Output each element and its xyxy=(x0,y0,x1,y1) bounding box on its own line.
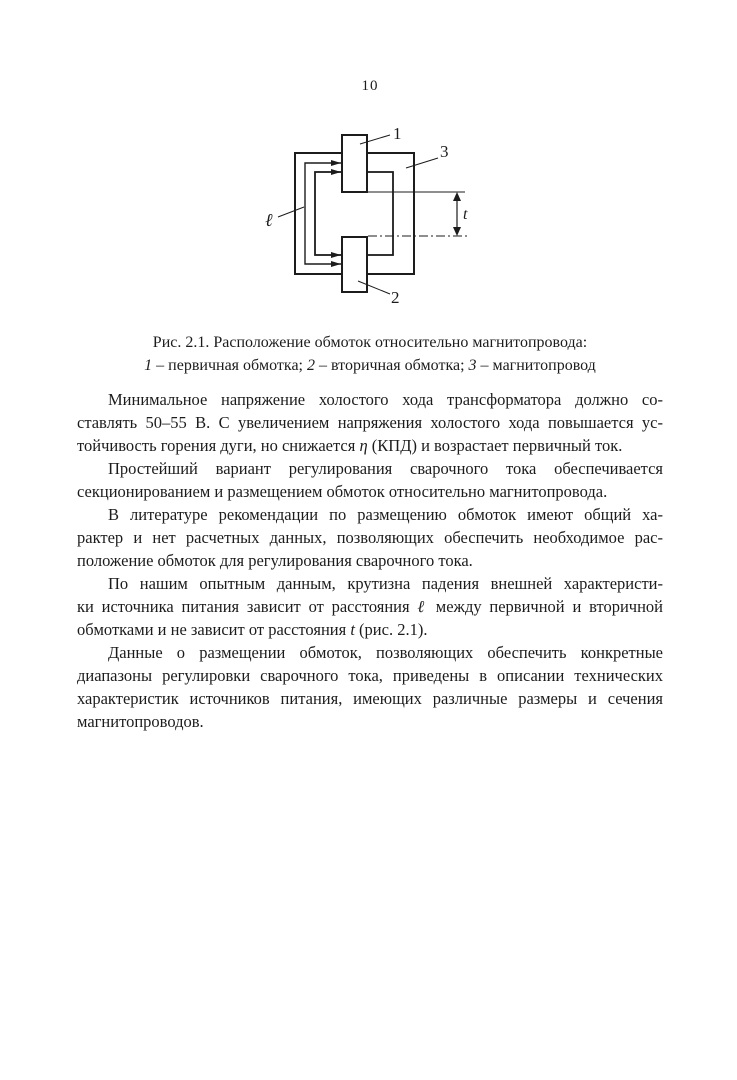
label-core: 3 xyxy=(440,142,449,161)
leader-line-ell xyxy=(278,207,304,217)
caption-line-2: 1 – первичная обмотка; 2 – вторичная обмотка; 3 – магнитопровод xyxy=(144,357,596,374)
winding-2-rect xyxy=(342,237,367,292)
paragraph xyxy=(77,572,663,641)
text-line: характеристик источников питания, имеющих различные размеры и сечения xyxy=(77,689,663,708)
body-text xyxy=(77,388,663,733)
text-line: магнитопроводов. xyxy=(77,712,204,731)
transformer-winding-diagram xyxy=(252,118,482,313)
text-line: диапазоны регулировки сварочного тока, приведены в описании технических xyxy=(77,666,663,685)
label-t: t xyxy=(463,206,468,223)
leader-line-3 xyxy=(406,158,438,168)
text-line: обмотками и не зависит от расстояния t (рис. 2.1). xyxy=(77,620,428,639)
flux-arrowhead-top-inner xyxy=(331,169,341,175)
text-line: тойчивость горения дуги, но снижается η (КПД) и возрастает первичный ток. xyxy=(77,436,623,455)
flux-path-line xyxy=(305,163,341,264)
text-line: Данные о размещении обмоток, позволяющих обеспечить конкретные xyxy=(108,643,663,662)
winding-1-rect xyxy=(342,135,367,192)
text-line: ки источника питания зависит от расстояния ℓ между первичной и вторичной xyxy=(77,597,663,616)
text-line: рактер и нет расчетных данных, позволяющих обеспечить необходимое рас- xyxy=(77,528,663,547)
page-number: 10 xyxy=(361,78,379,94)
t-arrowhead-up xyxy=(453,192,461,201)
label-winding2: 2 xyxy=(391,288,400,307)
paragraph xyxy=(77,388,663,457)
figure-caption xyxy=(77,331,663,377)
flux-arrowhead-bottom-inner xyxy=(331,252,341,258)
paragraph xyxy=(77,503,663,572)
paragraph xyxy=(77,457,663,503)
caption-line-1: Рис. 2.1. Расположение обмоток относительно магнитопровода: xyxy=(152,334,588,351)
text-line: По нашим опытным данным, крутизна падения внешней характеристи- xyxy=(108,574,663,593)
paragraph xyxy=(77,641,663,733)
text-line: положение обмоток для регулирования сварочного тока. xyxy=(77,551,473,570)
text-line: ставлять 50–55 В. С увеличением напряжения холостого хода повышается ус- xyxy=(77,413,663,432)
flux-arrowhead-top-outer xyxy=(331,160,341,166)
text-line: секционированием и размещением обмоток относительно магнитопровода. xyxy=(77,482,608,501)
t-arrowhead-down xyxy=(453,227,461,236)
label-ell: ℓ xyxy=(265,210,273,230)
text-line: Минимальное напряжение холостого хода трансформатора должно со- xyxy=(108,390,663,409)
label-winding1: 1 xyxy=(393,124,402,143)
text-line: В литературе рекомендации по размещению обмоток имеют общий ха- xyxy=(108,505,663,524)
text-line: Простейший вариант регулирования сварочного тока обеспечивается xyxy=(108,459,663,478)
flux-arrowhead-bottom-outer xyxy=(331,261,341,267)
